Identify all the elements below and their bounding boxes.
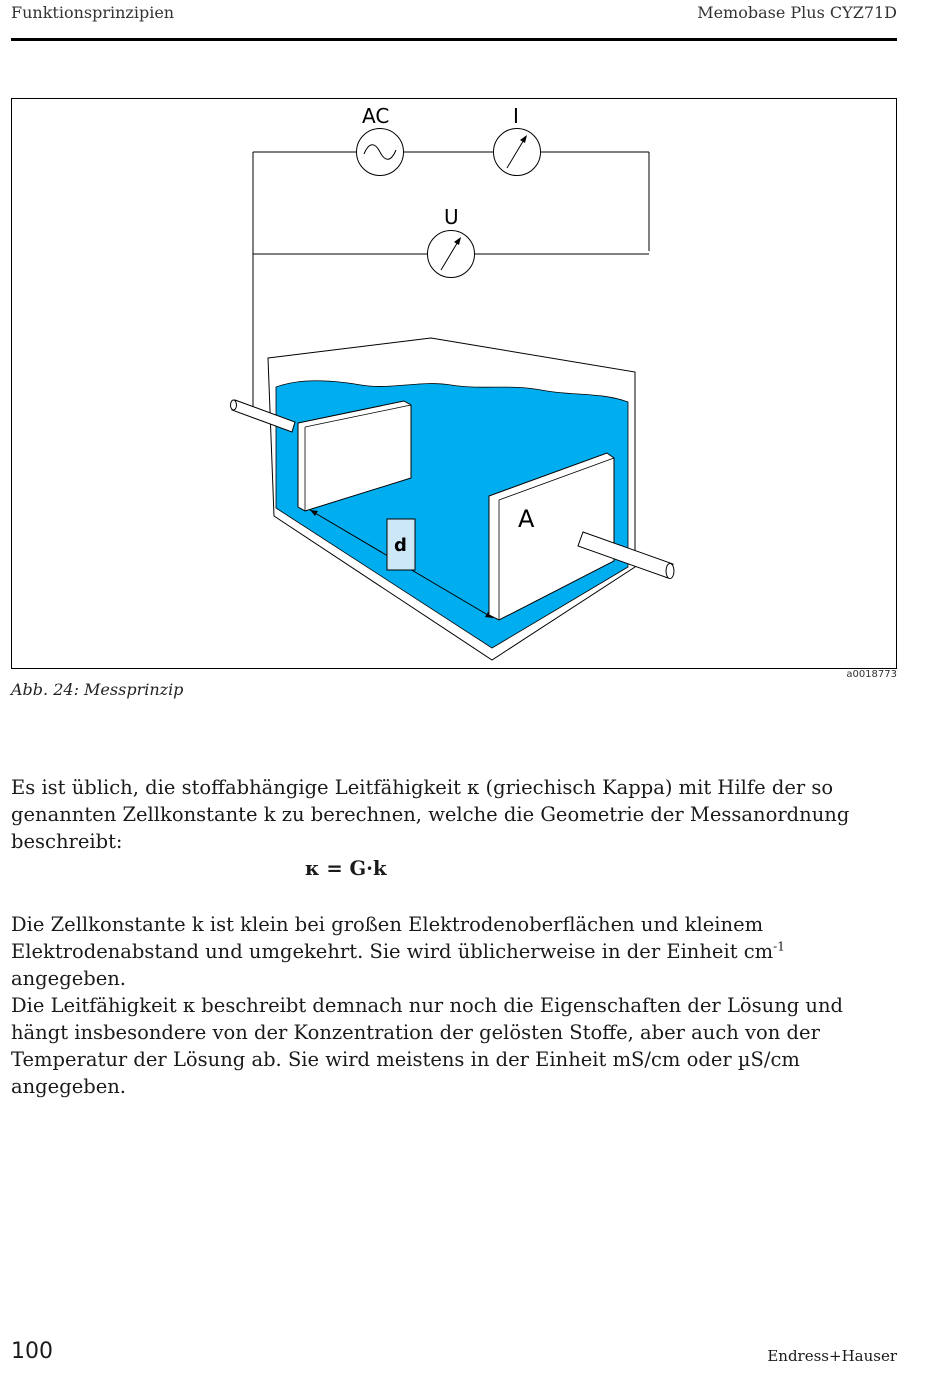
ac-source-icon <box>357 129 404 176</box>
paragraph-cell-constant: Es ist üblich, die stoffabhängige Leitfähigkeit κ (griechisch Kappa) mit Hilfe der so genannten Zellkonstante k zu berechnen, welche die Geometrie der Messanordnung beschreibt: <box>11 776 850 853</box>
current-label: I <box>513 104 519 128</box>
paragraph-conductivity: Die Leitfähigkeit κ beschreibt demnach nur noch die Eigenschaften der Lösung und hängt insbesondere von der Konzentration der gelösten Stoffe, aber auch von der Temperatur der Lösung ab. Sie wird meistens in der Einheit mS/cm oder µS/cm angegeben. <box>11 994 844 1098</box>
header-rule <box>11 38 897 41</box>
header-product-name: Memobase Plus CYZ71D <box>697 3 897 22</box>
voltmeter-icon <box>428 231 475 278</box>
brand-name: Endress+Hauser <box>767 1347 897 1365</box>
paragraph-text: Die Zellkonstante k ist klein bei großen Elektrodenoberflächen und kleinem Elektrodenabstand und umgekehrt. Sie wird üblicherweise in der Einheit cm <box>11 913 774 963</box>
paragraph-text-end: angegeben. <box>11 967 127 990</box>
measuring-principle-figure <box>11 98 897 669</box>
unit-exponent: -1 <box>773 939 785 954</box>
distance-label: d <box>394 535 407 556</box>
ammeter-icon <box>494 129 541 176</box>
paragraph-cell-constant-size <box>11 911 901 992</box>
figure-id: a0018773 <box>846 669 897 680</box>
ac-label: AC <box>362 104 390 128</box>
formula: κ = G·k <box>305 857 387 880</box>
page-number: 100 <box>11 1339 53 1364</box>
figure-caption: Abb. 24: Messprinzip <box>11 680 184 699</box>
header-section-title: Funktionsprinzipien <box>11 3 175 22</box>
measuring-principle-diagram <box>11 98 897 669</box>
voltage-label: U <box>444 205 459 229</box>
area-label: A <box>518 505 535 533</box>
